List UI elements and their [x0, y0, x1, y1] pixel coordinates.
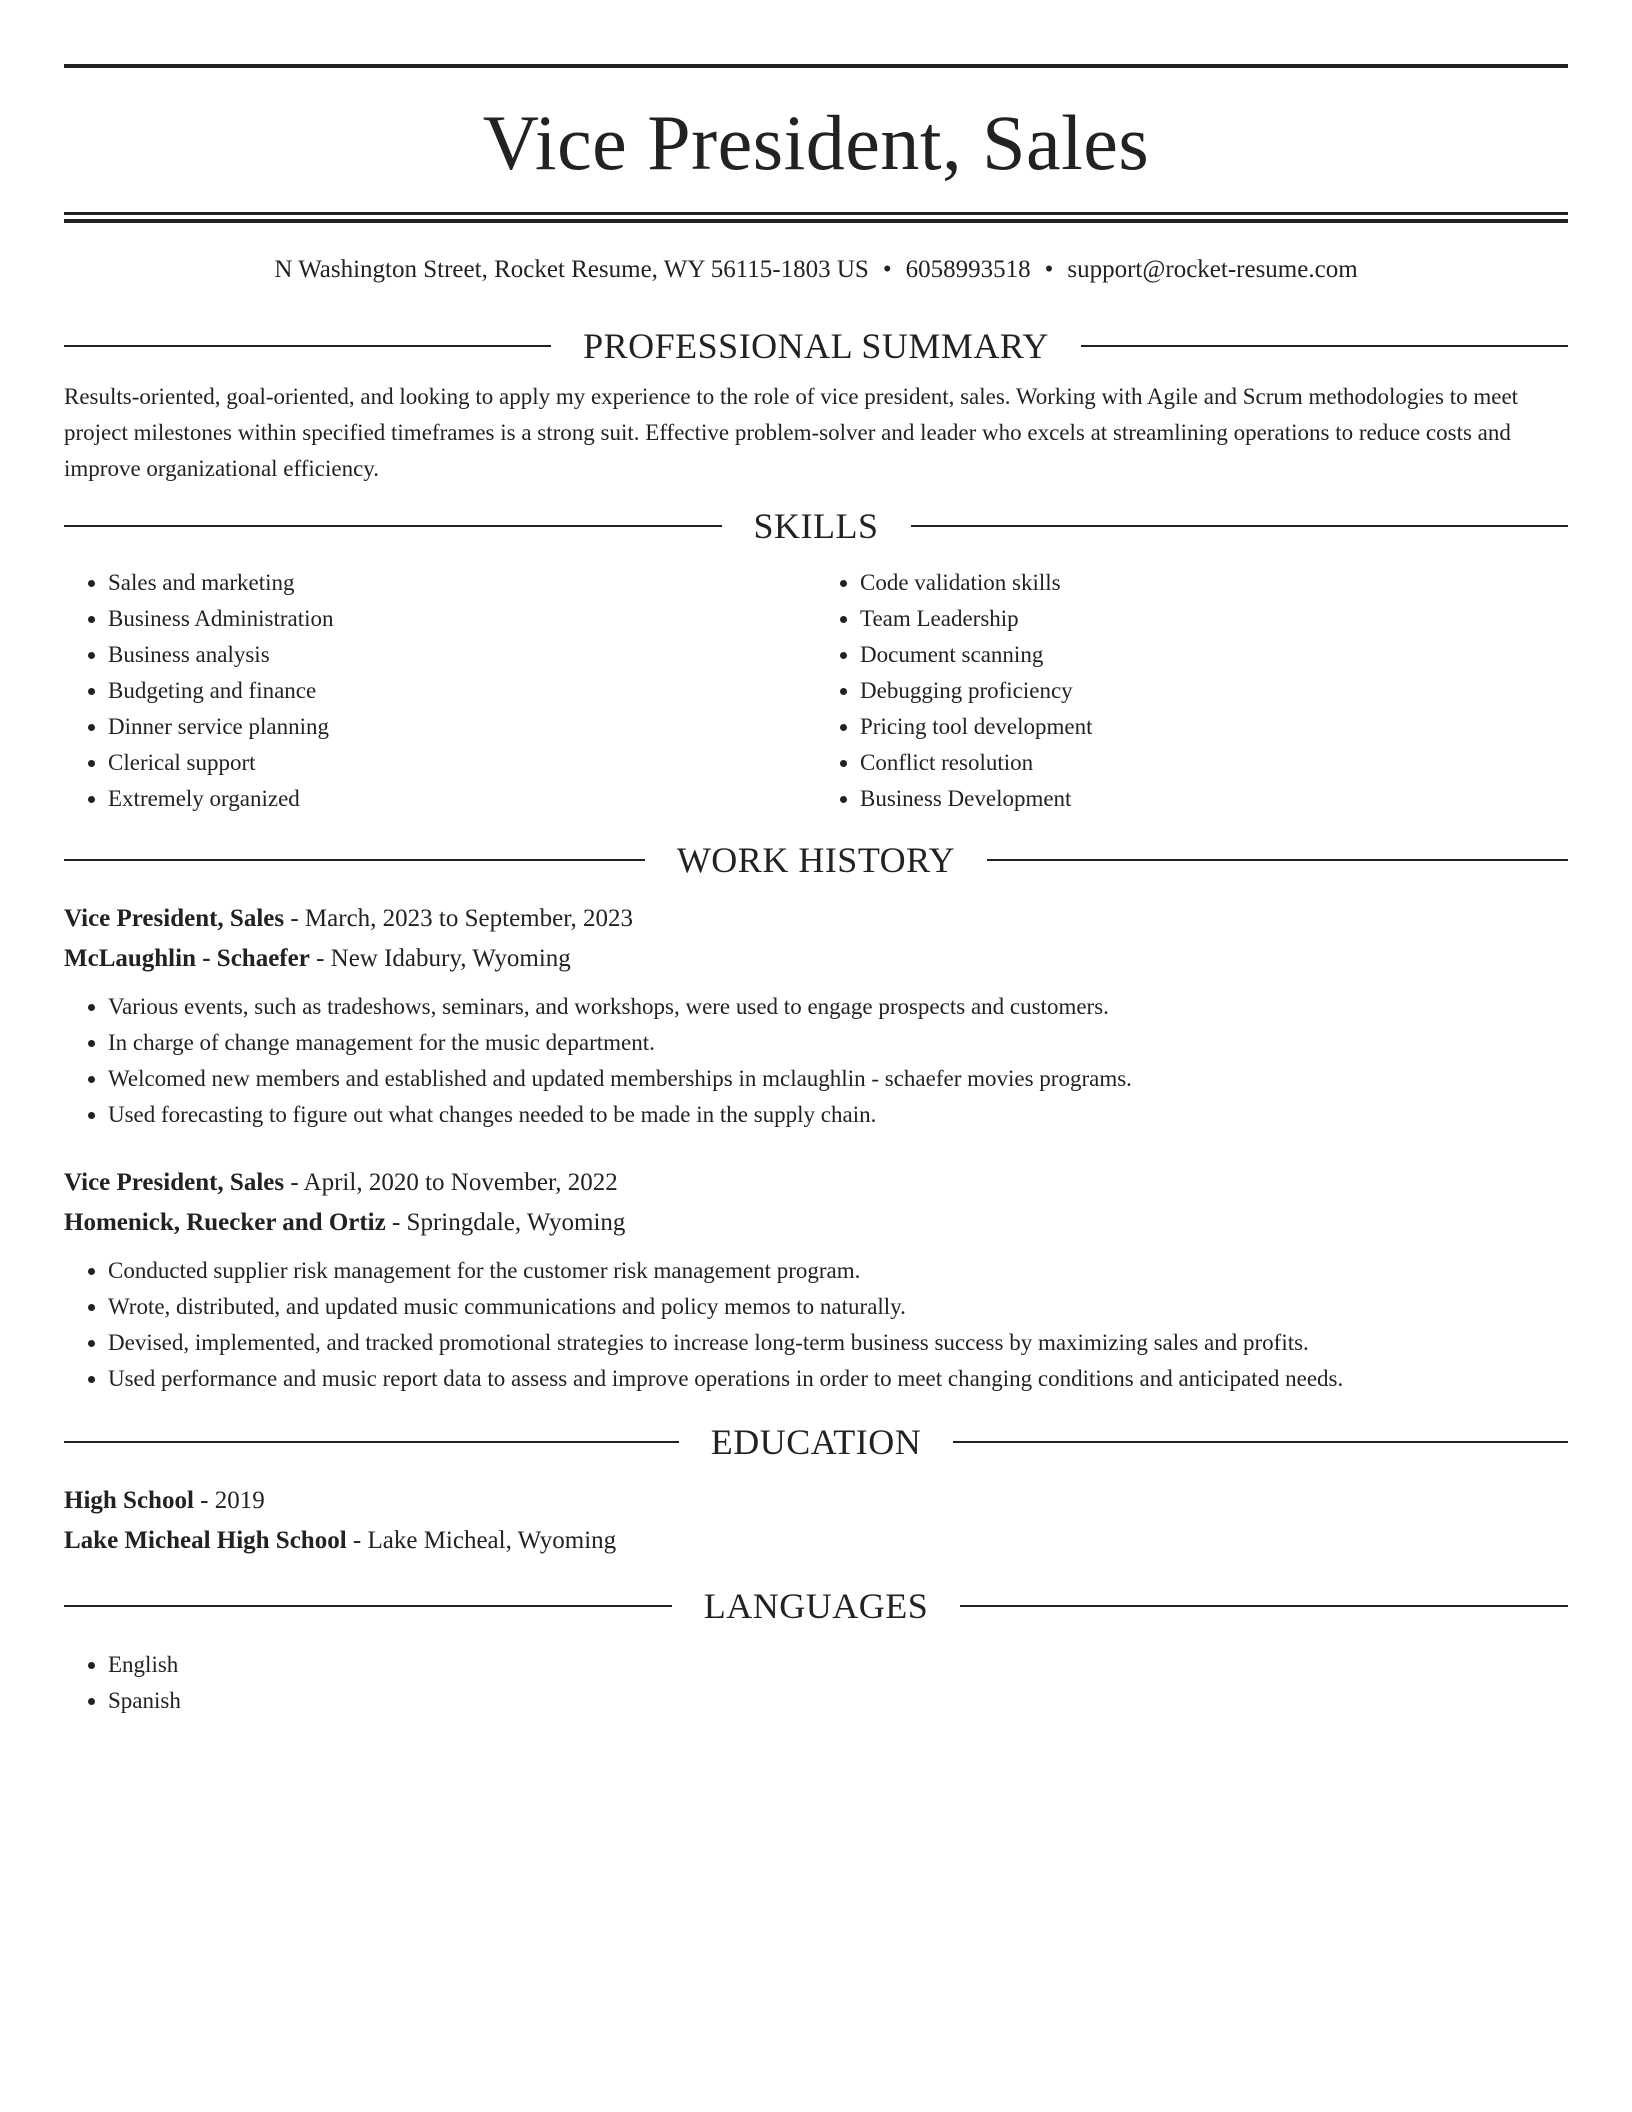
- skill-item: • Clerical support: [108, 745, 816, 781]
- heading-rule-right: [911, 525, 1569, 527]
- job-company-line: [64, 939, 1568, 979]
- skills-heading: SKILLS: [753, 506, 879, 546]
- job-title: Vice President, Sales: [64, 905, 285, 932]
- heading-rule-right: [960, 1605, 1568, 1607]
- job-company-line: [64, 1203, 1568, 1243]
- skills-list-left: [64, 565, 816, 817]
- contact-phone: 6058993518: [905, 256, 1031, 283]
- education-location: - Lake Micheal, Wyoming: [352, 1527, 617, 1554]
- job-bullet: • Welcomed new members and established and updated memberships in mclaughlin - schaefer movies programs.: [108, 1061, 1568, 1097]
- work-heading: WORK HISTORY: [676, 840, 956, 880]
- summary-text: Results-oriented, goal-oriented, and looking to apply my experience to the role of vice president, sales. Working with Agile and Scrum methodologies to meet project milestones within specified timeframes is a strong suit. Effective problem-solver and leader who excels at streamlining operations to reduce costs and improve organizational efficiency.: [64, 384, 1519, 481]
- heading-rule-left: [64, 859, 645, 861]
- job-bullet: • Various events, such as tradeshows, seminars, and workshops, were used to engage prospects and customers.: [108, 989, 1568, 1025]
- skill-item: • Pricing tool development: [860, 709, 1568, 745]
- heading-rule-left: [64, 1441, 679, 1443]
- job-dates: - April, 2020 to November, 2022: [290, 1169, 618, 1196]
- skill-item: • Team Leadership: [860, 601, 1568, 637]
- contact-line: [64, 255, 1568, 285]
- languages-list: [64, 1647, 1568, 1719]
- resume-title: Vice President, Sales: [482, 99, 1150, 186]
- education-year: - 2019: [200, 1487, 265, 1514]
- skill-item: • Dinner service planning: [108, 709, 816, 745]
- heading-rule-left: [64, 1605, 672, 1607]
- heading-rule-right: [1081, 345, 1568, 347]
- education-degree: High School: [64, 1487, 194, 1514]
- language-item: • Spanish: [108, 1683, 1568, 1719]
- contact-email: support@rocket-resume.com: [1067, 256, 1358, 283]
- job-bullet: • Used forecasting to figure out what changes needed to be made in the supply chain.: [108, 1097, 1568, 1133]
- contact-separator: •: [1044, 256, 1054, 283]
- skill-item: • Business Administration: [108, 601, 816, 637]
- skill-item: • Extremely organized: [108, 781, 816, 817]
- job-bullet: • Conducted supplier risk management for the customer risk management program.: [108, 1253, 1568, 1289]
- heading-rule-right: [987, 859, 1568, 861]
- education-school: Lake Micheal High School: [64, 1527, 347, 1554]
- job-company: McLaughlin - Schaefer: [64, 945, 310, 972]
- education-school-line: [64, 1521, 1568, 1561]
- job-bullet: • Wrote, distributed, and updated music communications and policy memos to naturally.: [108, 1289, 1568, 1325]
- job-entry: [64, 1163, 1568, 1397]
- job-bullet: • Devised, implemented, and tracked promotional strategies to increase long-term business success by maximizing sales and profits.: [108, 1325, 1568, 1361]
- job-dates: - March, 2023 to September, 2023: [290, 905, 634, 932]
- skill-item: • Business analysis: [108, 637, 816, 673]
- languages-heading: LANGUAGES: [703, 1586, 929, 1626]
- summary-heading: PROFESSIONAL SUMMARY: [583, 326, 1049, 366]
- skill-item: • Budgeting and finance: [108, 673, 816, 709]
- skill-item: • Code validation skills: [860, 565, 1568, 601]
- top-rule: [64, 64, 1568, 68]
- work-section-heading: [64, 839, 1568, 881]
- job-title-line: [64, 899, 1568, 939]
- summary-section-heading: [64, 325, 1568, 367]
- language-item: • English: [108, 1647, 1568, 1683]
- skills-section-heading: [64, 505, 1568, 547]
- job-entry: [64, 899, 1568, 1133]
- job-bullet: • Used performance and music report data to assess and improve operations in order to meet changing conditions and anticipated needs.: [108, 1361, 1568, 1397]
- job-bullets: [64, 1253, 1568, 1397]
- job-title: Vice President, Sales: [64, 1169, 285, 1196]
- education-entry: [64, 1481, 1568, 1561]
- job-title-line: [64, 1163, 1568, 1203]
- education-section-heading: [64, 1421, 1568, 1463]
- job-company: Homenick, Ruecker and Ortiz: [64, 1209, 386, 1236]
- job-location: - Springdale, Wyoming: [391, 1209, 626, 1236]
- skills-list-right: [816, 565, 1568, 817]
- heading-rule-left: [64, 525, 722, 527]
- job-bullet: • In charge of change management for the music department.: [108, 1025, 1568, 1061]
- skill-item: • Debugging proficiency: [860, 673, 1568, 709]
- languages-section-heading: [64, 1585, 1568, 1627]
- job-location: - New Idabury, Wyoming: [316, 945, 571, 972]
- skill-item: • Conflict resolution: [860, 745, 1568, 781]
- heading-rule-right: [953, 1441, 1568, 1443]
- contact-separator: •: [882, 256, 892, 283]
- skill-item: • Document scanning: [860, 637, 1568, 673]
- skill-item: • Business Development: [860, 781, 1568, 817]
- heading-rule-left: [64, 345, 551, 347]
- education-degree-line: [64, 1481, 1568, 1521]
- title-double-rule: [64, 212, 1568, 223]
- skill-item: • Sales and marketing: [108, 565, 816, 601]
- education-heading: EDUCATION: [710, 1422, 922, 1462]
- job-bullets: [64, 989, 1568, 1133]
- contact-address: N Washington Street, Rocket Resume, WY 56115-1803 US: [274, 256, 869, 283]
- skills-grid: [64, 565, 1568, 817]
